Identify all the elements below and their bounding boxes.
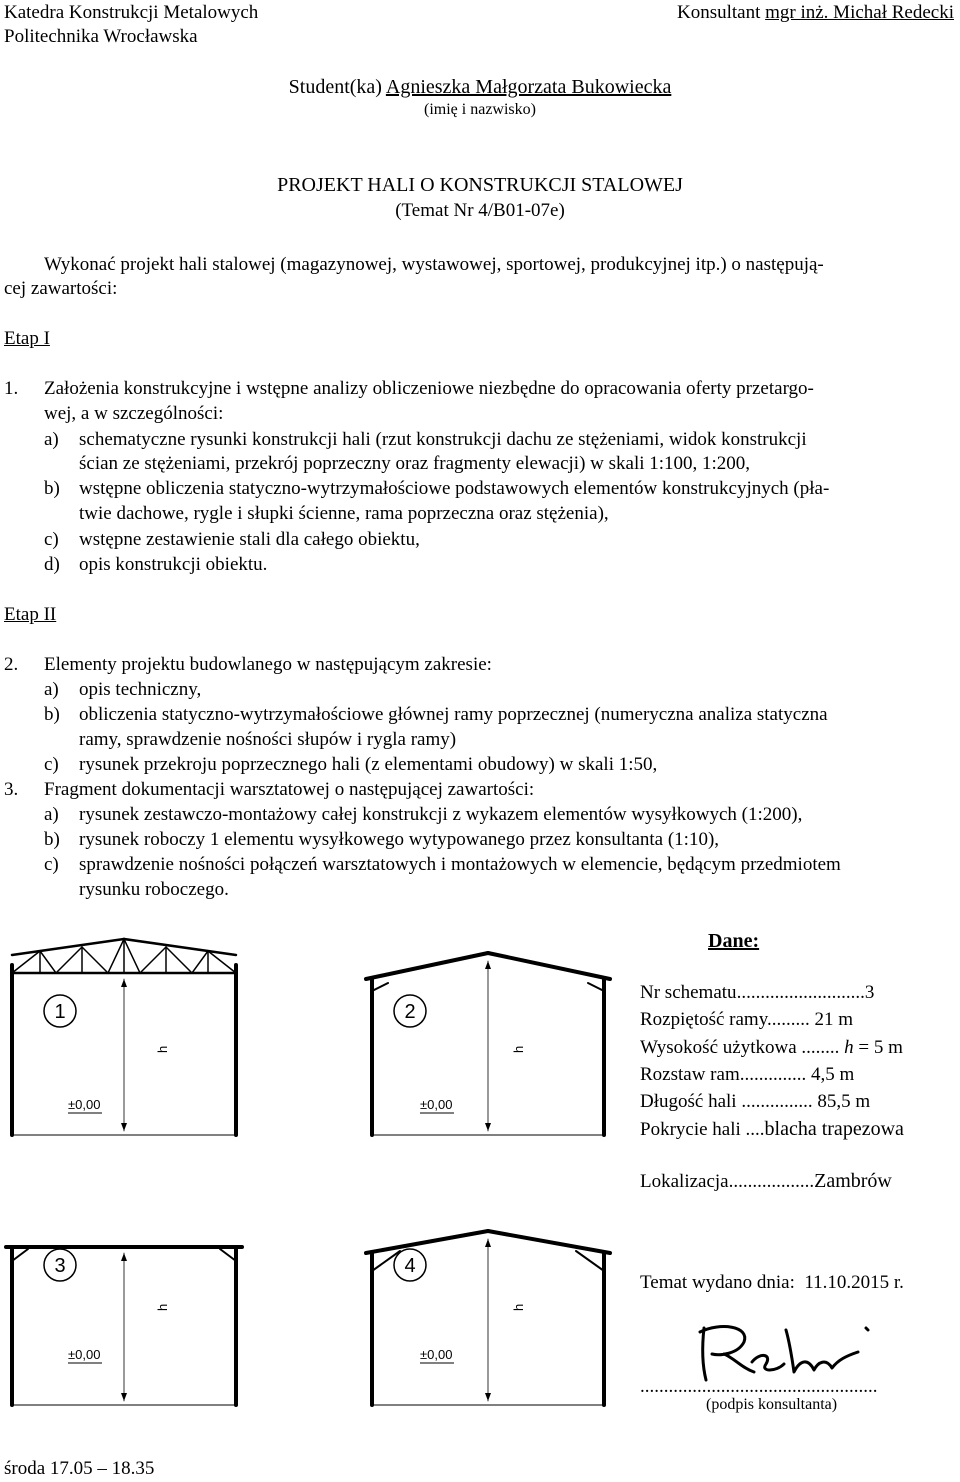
stage1-sub-b-line1: wstępne obliczenia statyczno-wytrzymałościowe podstawowych elementów konstrukcyjnych (pła- — [79, 478, 830, 499]
stage1-item-line1: Założenia konstrukcyjne i wstępne analizy obliczeniowe niezbędne do opracowania oferty przetargo- — [44, 378, 814, 399]
given-value: 21 m — [809, 1009, 854, 1030]
stage1-sub-a-line1: schematyczne rysunki konstrukcji hali (rzut konstrukcji dachu ze stężeniami, widok konstrukcji — [79, 429, 807, 450]
stage1-sub-c-line1: wstępne zestawienie stali dla całego obiektu, — [79, 529, 420, 550]
given-label: Wysokość użytkowa — [640, 1037, 797, 1058]
stage2-item2-b-line1: obliczenia statyczno-wytrzymałościowe głównej ramy poprzecznej (numeryczna analiza statyczna — [79, 704, 828, 725]
given-row-cover — [640, 1118, 904, 1141]
given-value-symbol: h — [844, 1037, 854, 1058]
given-label: Nr schematu — [640, 982, 737, 1003]
consultant-label: Konsultant — [676, 2, 761, 23]
scheme-3-flat-frame — [6, 1247, 242, 1405]
stage2-item2-text: Elementy projektu budowlanego w następującym zakresie: — [44, 654, 492, 675]
height-label: h — [155, 1303, 170, 1311]
scheme-2-pitched-frame — [366, 953, 610, 1135]
given-row-spacing — [640, 1064, 854, 1086]
stage2-sub-letter: c) — [44, 854, 59, 875]
institution-line2: Politechnika Wrocławska — [4, 26, 198, 47]
stage1-item-line2: wej, a w szczególności: — [44, 403, 224, 424]
given-value: 4,5 m — [806, 1064, 855, 1085]
given-dots: .............. — [739, 1064, 807, 1085]
issued-line — [640, 1272, 904, 1294]
signature-dots: .................................................. — [640, 1376, 878, 1397]
stage1-item-number: 1. — [4, 378, 19, 399]
stage2-item3-text: Fragment dokumentacji warsztatowej o następującej zawartości: — [44, 779, 535, 800]
level-label: ±0,00 — [420, 1347, 453, 1362]
height-label: h — [511, 1045, 526, 1053]
stage1-sub-letter: a) — [44, 429, 59, 450]
given-value: blacha trapezowa — [764, 1118, 904, 1140]
given-row-length — [640, 1091, 870, 1113]
stage1-sub-b-line2: twie dachowe, rygle i słupki ścienne, rama poprzeczna oraz stężenia), — [79, 503, 609, 524]
frame-schemes — [0, 935, 620, 1455]
stage2-sub-letter: b) — [44, 704, 60, 725]
stage2-sub-letter: c) — [44, 754, 59, 775]
given-dots: ........ — [801, 1037, 840, 1058]
height-label: h — [511, 1303, 526, 1311]
location-label: Lokalizacja — [640, 1171, 729, 1192]
stage1-heading: Etap I — [4, 328, 50, 349]
given-row-scheme — [640, 982, 874, 1004]
scheme-number: 1 — [54, 1001, 66, 1023]
scheme-number: 4 — [404, 1255, 416, 1277]
stage1-sub-letter: b) — [44, 478, 60, 499]
level-label: ±0,00 — [420, 1097, 453, 1112]
stage2-item2-a: opis techniczny, — [79, 679, 202, 700]
stage2-item3-a: rysunek zestawczo-montażowy całej konstrukcji z wykazem elementów wysyłkowych (1:200), — [79, 804, 803, 825]
stage2-item3-b: rysunek roboczy 1 elementu wysyłkowego wytypowanego przez konsultanta (1:10), — [79, 829, 720, 850]
given-value: = 5 m — [853, 1037, 903, 1058]
scheme-number: 3 — [54, 1255, 66, 1277]
given-row-span — [640, 1009, 853, 1031]
student-label: Student(ka) — [288, 76, 382, 98]
student-line — [0, 76, 960, 99]
student-name: Agnieszka Małgorzata Bukowiecka — [385, 76, 672, 98]
level-label: ±0,00 — [68, 1347, 101, 1362]
stage1-sub-d-line1: opis konstrukcji obiektu. — [79, 554, 268, 575]
stage2-item3-c-line1: sprawdzenie nośności połączeń warsztatowych i montażowych w elemencie, będącym przedmiotem — [79, 854, 841, 875]
institution-line1: Katedra Konstrukcji Metalowych — [4, 2, 259, 23]
stage2-sub-letter: b) — [44, 829, 60, 850]
footer-note: środa 17.05 – 18.35 — [4, 1458, 155, 1479]
given-label: Rozpiętość ramy — [640, 1009, 767, 1030]
level-label: ±0,00 — [68, 1097, 101, 1112]
given-label: Długość hali — [640, 1091, 737, 1112]
given-value: 85,5 m — [812, 1091, 871, 1112]
scheme-4-haunched-frame — [366, 1231, 610, 1405]
location-dots: .................. — [728, 1171, 815, 1192]
stage2-sub-letter: a) — [44, 804, 59, 825]
given-value: 3 — [864, 982, 875, 1003]
consultant-name: mgr inż. Michał Redecki — [765, 2, 954, 23]
given-dots: ............... — [741, 1091, 813, 1112]
stage1-sub-a-line2: ścian ze stężeniami, przekrój poprzeczny oraz fragmenty elewacji) w skali 1:100, 1:200, — [79, 453, 751, 474]
issued-label: Temat wydano dnia: — [640, 1272, 795, 1293]
height-label: h — [155, 1045, 170, 1053]
stage2-item2-c: rysunek przekroju poprzecznego hali (z elementami obudowy) w skali 1:50, — [79, 754, 658, 775]
location-value: Zambrów — [814, 1170, 892, 1192]
stage1-sub-letter: c) — [44, 529, 59, 550]
stage2-item3-c-line2: rysunku roboczego. — [79, 879, 229, 900]
given-label: Rozstaw ram — [640, 1064, 740, 1085]
given-heading: Dane: — [708, 930, 760, 952]
stage2-item2-b-line2: ramy, sprawdzenie nośności słupów i rygla ramy) — [79, 729, 457, 750]
given-row-height — [640, 1037, 903, 1059]
given-dots: ......... — [766, 1009, 810, 1030]
signature-caption: (podpis konsultanta) — [706, 1396, 838, 1413]
stage2-heading: Etap II — [4, 604, 57, 625]
project-topic: (Temat Nr 4/B01-07e) — [395, 200, 565, 221]
scheme-number: 2 — [404, 1001, 416, 1023]
project-title: PROJEKT HALI O KONSTRUKCJI STALOWEJ — [277, 174, 683, 196]
intro-line2: cej zawartości: — [4, 278, 118, 299]
given-dots: ........................... — [736, 982, 865, 1003]
intro-line1: Wykonać projekt hali stalowej (magazynowej, wystawowej, sportowej, produkcyjnej itp.) o następują- — [44, 254, 824, 275]
student-caption: (imię i nazwisko) — [424, 101, 536, 118]
consultant-line — [677, 2, 954, 24]
scheme-1-truss-frame — [12, 939, 236, 1135]
given-location — [640, 1170, 892, 1193]
issued-date: 11.10.2015 r. — [804, 1272, 904, 1293]
stage1-sub-letter: d) — [44, 554, 60, 575]
stage2-sub-letter: a) — [44, 679, 59, 700]
given-label: Pokrycie hali — [640, 1119, 741, 1140]
stage2-item2-number: 2. — [4, 654, 19, 675]
stage2-item3-number: 3. — [4, 779, 19, 800]
given-dots: .... — [745, 1119, 765, 1140]
